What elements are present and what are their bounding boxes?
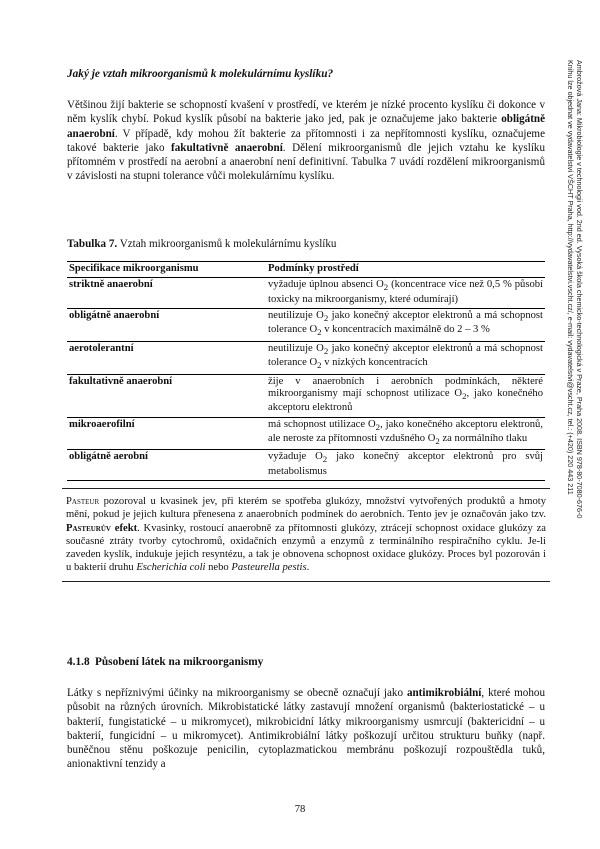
pasteur-effect-name: Pasteurův bbox=[66, 522, 111, 534]
intro-text-2: . V případě, kdy mohou žít bakterie za přítomnosti i za nepřítomnosti kyslíku, označujeme takové bakterie jako bbox=[67, 127, 545, 154]
term-obligate-anaerobic: obligátně anaerobní bbox=[67, 113, 545, 140]
table-row bbox=[67, 309, 545, 342]
side-note-line-1: Ambrožová Jana: Mikrobiologie v technologii vod. 2nd ed. Vysoká škola chemicko-technologická v Praze, Praha 2008. ISBN 978-80-7080-676-0 bbox=[575, 60, 584, 519]
pasteur-name: Pasteur bbox=[66, 496, 100, 507]
row-conditions: neutilizuje $O_2$ jako konečný akceptor elektronů a má schopnost tolerance $O_2$ v koncentracích maximálně do 2 – 3 % bbox=[268, 310, 543, 338]
species-ecoli: Escherichia coli bbox=[136, 562, 206, 574]
intro-text-1: Většinou žijí bakterie se schopností kvašení v prostředí, ve kterém je nízké procento kyslíku či dokonce v něm kyslík chybí. Pokud kyslík působí na bakterie jako jed, pak je označujeme jako bakterie bbox=[67, 99, 545, 126]
term-antimicrobial: antimikrobiální bbox=[406, 687, 482, 699]
section-title: Působení látek na mikroorganismy bbox=[95, 656, 264, 668]
table-row bbox=[67, 278, 545, 309]
table-row bbox=[67, 341, 545, 374]
table-caption-text: Vztah mikroorganismů k molekulárnímu kyslíku bbox=[117, 238, 337, 250]
intro-paragraph bbox=[67, 98, 545, 184]
side-note-line-2: Knihu lze objednat ve vydavatelství VŠCHT Praha, http://vydavatelstvi.vscht.cz/, e-mail: vydavatelstvi@vscht.cz, tel.: (+420) 220 443 211 bbox=[566, 60, 575, 495]
table-caption-label: Tabulka 7. bbox=[67, 238, 118, 250]
row-conditions: neutilizuje $O_2$ jako konečný akceptor elektronů a má schopnost tolerance $O_2$ v nízkých koncentracích bbox=[268, 342, 543, 371]
table-row bbox=[67, 450, 545, 481]
header-conditions: Podmínky prostředí bbox=[266, 262, 545, 278]
oxygen-relation-table bbox=[67, 261, 545, 481]
intro-text-3: . Dělení mikroorganismů dle jejich vztahu ke kyslíku přítomném v prostředí na aerobní a anaerobní není definitivní. Tabulka 7 uvádí rozdělení mikroorganismů v závislosti na stupni tolerance vůči molekulárnímu kyslíku. bbox=[67, 141, 546, 183]
pasteur-effect-box: Pasteur pozoroval u kvasinek jev, při kterém se spotřeba glukózy, množství vytvořených produktů a hmoty mění, pokud je jejich kultura přenesena z anaerobních podmínek do aerobních. Tento jev je označován jako tzv. Pasteurův efekt. Kvasinky, rostoucí anaerobně za přítomnosti glukózy, ztrácejí schopnost oxidace glukózy za současné ztráty tvorby cytochromů, oxidačních enzymů a enzymů z terminálního respiračního cyklu. Je-li zaveden kyslík, indukuje jejich resyntézu, a tak je obnovena schopnost oxidace glukózy. Proces byl pozorován i u bakterií druhu Escherichia coli nebo Pasteurella pestis. bbox=[62, 488, 550, 582]
table-caption bbox=[67, 238, 547, 250]
row-spec: striktně anaerobní bbox=[69, 279, 153, 291]
row-conditions: vyžaduje úplnou absenci $O_2$ (koncentrace více než 0,5 % působí toxicky na mikroorganismy, které odumírají) bbox=[268, 279, 543, 305]
header-spec: Specifikace mikroorganismu bbox=[67, 262, 266, 278]
species-pasteurella: Pasteurella pestis bbox=[231, 562, 307, 574]
table-row bbox=[67, 374, 545, 417]
row-conditions: žije v anaerobních i aerobních podmínkách, některé mikroorganismy mají schopnost utilizace $O_2$, jako konečného akceptoru elektronů bbox=[268, 375, 543, 414]
row-spec: obligátně aerobní bbox=[69, 451, 148, 463]
row-spec: aerotolerantní bbox=[69, 342, 134, 354]
side-citation-note bbox=[566, 60, 584, 620]
term-facultative-anaerobic: fakultativně anaerobní bbox=[171, 141, 283, 154]
row-spec: obligátně anaerobní bbox=[69, 310, 160, 321]
row-conditions: vyžaduje $O_2$ jako konečný akceptor elektronů pro svůj metabolismus bbox=[268, 451, 543, 477]
antimicrobial-paragraph: Látky s nepříznivými účinky na mikroorganismy se obecně označují jako antimikrobiální, které mohou působit na různých úrovních. Mikrobistatické látky zastavují množení organismů (bakteriostatické – u bakterií, fungistatické – u mikromycet), mikrobicidní látky mikroorganismy usmrcují (baktericidní – u bakterií, fungicidní – u mikromycet). Antimikrobiální látky poškozují určitou strukturu buňky (např. buněčnou stěnu poškozuje penicilin, cytoplazmatickou membránu poškozují rozpouštědla tuků, anionaktivní tenzidy a bbox=[67, 687, 545, 771]
table-header-row bbox=[67, 262, 545, 278]
table-row bbox=[67, 417, 545, 450]
row-spec: mikroaerofilní bbox=[69, 418, 135, 430]
question-heading: Jaký je vztah mikroorganismů k molekulárnímu kyslíku? bbox=[67, 68, 334, 80]
section-number: 4.1.8 bbox=[67, 656, 90, 668]
row-conditions: má schopnost utilizace $O_2$, jako konečného akceptoru elektronů, ale neroste za přítomnosti vzdušného $O_2$ za normálního tlaku bbox=[268, 418, 543, 447]
page-number: 78 bbox=[294, 804, 306, 815]
row-spec: fakultativně anaerobní bbox=[69, 375, 173, 387]
section-heading bbox=[67, 656, 547, 668]
